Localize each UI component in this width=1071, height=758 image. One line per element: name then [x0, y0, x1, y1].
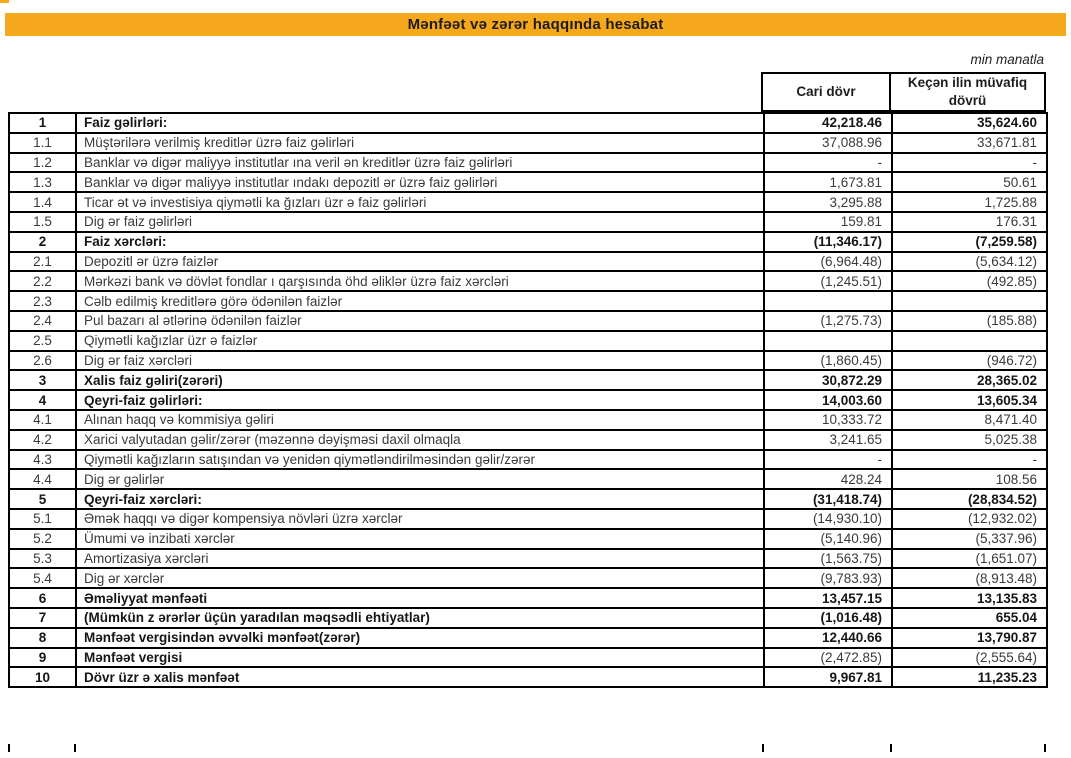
value-previous-period-cell: 11,235.23: [892, 667, 1047, 687]
row-number-cell: 1.2: [9, 153, 76, 173]
value-current-period-cell: (5,140.96): [764, 529, 892, 549]
row-label-cell: Müştərilərə verilmiş kreditlər üzrə faiz gəlirləri: [76, 133, 764, 153]
table-column-header: [761, 72, 1046, 112]
table-row: [9, 252, 1047, 272]
value-current-period-cell: -: [764, 153, 892, 173]
row-label-cell: Faiz xərcləri:: [76, 232, 764, 252]
row-number-cell: 3: [9, 370, 76, 390]
value-previous-period-cell: 28,365.02: [892, 370, 1047, 390]
row-label-cell: Qiymətli kağızlar üzr ə faizlər: [76, 331, 764, 351]
row-number-cell: 2.1: [9, 252, 76, 272]
value-current-period-cell: (1,860.45): [764, 351, 892, 371]
value-previous-period-cell: [892, 331, 1047, 351]
value-current-period-cell: -: [764, 450, 892, 470]
table-row: [9, 232, 1047, 252]
value-current-period-cell: (1,563.75): [764, 549, 892, 569]
value-current-period-cell: 37,088.96: [764, 133, 892, 153]
row-number-cell: 10: [9, 667, 76, 687]
table-row: [9, 331, 1047, 351]
table-row: [9, 450, 1047, 470]
table-row: [9, 113, 1047, 133]
table-row: [9, 390, 1047, 410]
table-row: [9, 608, 1047, 628]
value-previous-period-cell: [892, 291, 1047, 311]
row-label-cell: Cəlb edilmiş kreditlərə görə ödənilən faizlər: [76, 291, 764, 311]
value-current-period-cell: 1,673.81: [764, 172, 892, 192]
table-continuation-stub: [1044, 744, 1046, 752]
row-label-cell: Əməliyyat mənfəəti: [76, 588, 764, 608]
row-number-cell: 4: [9, 390, 76, 410]
value-previous-period-cell: 13,790.87: [892, 628, 1047, 648]
row-label-cell: Pul bazarı al ətlərinə ödənilən faizlər: [76, 311, 764, 331]
value-previous-period-cell: 33,671.81: [892, 133, 1047, 153]
table-continuation-stub: [890, 744, 892, 752]
table-row: [9, 351, 1047, 371]
row-label-cell: Dig ər xərclər: [76, 568, 764, 588]
value-previous-period-cell: 13,605.34: [892, 390, 1047, 410]
value-previous-period-cell: 5,025.38: [892, 430, 1047, 450]
table-row: [9, 648, 1047, 668]
value-previous-period-cell: (2,555.64): [892, 648, 1047, 668]
value-current-period-cell: 30,872.29: [764, 370, 892, 390]
value-current-period-cell: 428.24: [764, 469, 892, 489]
value-current-period-cell: (31,418.74): [764, 489, 892, 509]
row-number-cell: 1.1: [9, 133, 76, 153]
row-number-cell: 4.4: [9, 469, 76, 489]
row-number-cell: 2.4: [9, 311, 76, 331]
row-number-cell: 1.3: [9, 172, 76, 192]
table-row: [9, 192, 1047, 212]
table-row: [9, 568, 1047, 588]
row-label-cell: Banklar və digər maliyyə institutlar ına veril ən kreditlər üzrə faiz gəlirləri: [76, 153, 764, 173]
value-previous-period-cell: 176.31: [892, 212, 1047, 232]
value-current-period-cell: 10,333.72: [764, 410, 892, 430]
table-row: [9, 588, 1047, 608]
row-number-cell: 5.2: [9, 529, 76, 549]
table-row: [9, 469, 1047, 489]
value-current-period-cell: (1,275.73): [764, 311, 892, 331]
value-current-period-cell: 3,295.88: [764, 192, 892, 212]
row-label-cell: Dig ər gəlirlər: [76, 469, 764, 489]
value-previous-period-cell: (492.85): [892, 271, 1047, 291]
row-label-cell: Mənfəət vergisi: [76, 648, 764, 668]
row-number-cell: 1.4: [9, 192, 76, 212]
table-row: [9, 549, 1047, 569]
table-row: [9, 370, 1047, 390]
row-label-cell: Qeyri-faiz xərcləri:: [76, 489, 764, 509]
table-row: [9, 133, 1047, 153]
row-label-cell: Qeyri-faiz gəlirləri:: [76, 390, 764, 410]
table-row: [9, 410, 1047, 430]
value-previous-period-cell: (185.88): [892, 311, 1047, 331]
profit-loss-table-body: [9, 113, 1047, 687]
row-number-cell: 4.1: [9, 410, 76, 430]
value-current-period-cell: (1,245.51): [764, 271, 892, 291]
row-label-cell: Dig ər faiz gəlirləri: [76, 212, 764, 232]
value-previous-period-cell: 655.04: [892, 608, 1047, 628]
row-label-cell: Faiz gəlirləri:: [76, 113, 764, 133]
value-previous-period-cell: 13,135.83: [892, 588, 1047, 608]
row-label-cell: Mənfəət vergisindən əvvəlki mənfəət(zərər): [76, 628, 764, 648]
row-number-cell: 1.5: [9, 212, 76, 232]
table-row: [9, 667, 1047, 687]
report-title-bar: [5, 13, 1066, 36]
page-corner-accent: [0, 0, 9, 3]
value-current-period-cell: 13,457.15: [764, 588, 892, 608]
table-row: [9, 291, 1047, 311]
value-previous-period-cell: 1,725.88: [892, 192, 1047, 212]
table-row: [9, 529, 1047, 549]
table-continuation-stub: [8, 744, 10, 752]
value-previous-period-cell: -: [892, 153, 1047, 173]
value-current-period-cell: 14,003.60: [764, 390, 892, 410]
column-header-current-period: Cari dövr: [763, 74, 891, 110]
value-previous-period-cell: -: [892, 450, 1047, 470]
row-number-cell: 4.3: [9, 450, 76, 470]
row-label-cell: Xalis faiz gəliri(zərəri): [76, 370, 764, 390]
report-title: Mənfəət və zərər haqqında hesabat: [407, 16, 664, 33]
value-current-period-cell: (1,016.48): [764, 608, 892, 628]
row-number-cell: 2.3: [9, 291, 76, 311]
value-previous-period-cell: 108.56: [892, 469, 1047, 489]
row-number-cell: 5: [9, 489, 76, 509]
row-label-cell: Ticar ət və investisiya qiymətli ka ğızları üzr ə faiz gəlirləri: [76, 192, 764, 212]
row-label-cell: Xarici valyutadan gəlir/zərər (məzənnə dəyişməsi daxil olmaqla: [76, 430, 764, 450]
row-label-cell: (Mümkün z ərərlər üçün yaradılan məqsədli ehtiyatlar): [76, 608, 764, 628]
row-label-cell: Banklar və digər maliyyə institutlar ındakı depozitl ər üzrə faiz gəlirləri: [76, 172, 764, 192]
value-current-period-cell: (6,964.48): [764, 252, 892, 272]
table-row: [9, 311, 1047, 331]
value-current-period-cell: [764, 291, 892, 311]
row-label-cell: Ümumi və inzibati xərclər: [76, 529, 764, 549]
value-previous-period-cell: (946.72): [892, 351, 1047, 371]
row-number-cell: 4.2: [9, 430, 76, 450]
row-label-cell: Depozitl ər üzrə faizlər: [76, 252, 764, 272]
table-row: [9, 509, 1047, 529]
column-header-previous-period: Keçən ilin müvafiq dövrü: [907, 74, 1028, 108]
row-number-cell: 2.6: [9, 351, 76, 371]
value-current-period-cell: 9,967.81: [764, 667, 892, 687]
value-current-period-cell: (11,346.17): [764, 232, 892, 252]
value-previous-period-cell: 50.61: [892, 172, 1047, 192]
row-number-cell: 2: [9, 232, 76, 252]
value-previous-period-cell: (7,259.58): [892, 232, 1047, 252]
table-continuation-stub: [74, 744, 76, 752]
table-row: [9, 271, 1047, 291]
table-row: [9, 489, 1047, 509]
value-previous-period-cell: (8,913.48): [892, 568, 1047, 588]
value-current-period-cell: 159.81: [764, 212, 892, 232]
row-number-cell: 5.3: [9, 549, 76, 569]
value-previous-period-cell: 8,471.40: [892, 410, 1047, 430]
row-label-cell: Dövr üzr ə xalis mənfəət: [76, 667, 764, 687]
row-number-cell: 6: [9, 588, 76, 608]
value-previous-period-cell: (5,337.96): [892, 529, 1047, 549]
value-previous-period-cell: (1,651.07): [892, 549, 1047, 569]
profit-loss-table: [8, 112, 1048, 688]
row-number-cell: 2.2: [9, 271, 76, 291]
value-current-period-cell: 42,218.46: [764, 113, 892, 133]
row-label-cell: Əmək haqqı və digər kompensiya növləri üzrə xərclər: [76, 509, 764, 529]
value-current-period-cell: (14,930.10): [764, 509, 892, 529]
row-label-cell: Amortizasiya xərcləri: [76, 549, 764, 569]
row-number-cell: 8: [9, 628, 76, 648]
value-current-period-cell: (9,783.93): [764, 568, 892, 588]
value-current-period-cell: 12,440.66: [764, 628, 892, 648]
value-current-period-cell: (2,472.85): [764, 648, 892, 668]
row-number-cell: 7: [9, 608, 76, 628]
value-current-period-cell: 3,241.65: [764, 430, 892, 450]
row-number-cell: 1: [9, 113, 76, 133]
row-number-cell: 9: [9, 648, 76, 668]
table-continuation-stub: [762, 744, 764, 752]
table-row: [9, 430, 1047, 450]
value-current-period-cell: [764, 331, 892, 351]
row-number-cell: 5.1: [9, 509, 76, 529]
value-previous-period-cell: 35,624.60: [892, 113, 1047, 133]
row-number-cell: 5.4: [9, 568, 76, 588]
row-label-cell: Dig ər faiz xərcləri: [76, 351, 764, 371]
unit-note: min manatla: [970, 52, 1044, 67]
value-previous-period-cell: (28,834.52): [892, 489, 1047, 509]
row-label-cell: Mərkəzi bank və dövlət fondlar ı qarşısında öhd əliklər üzrə faiz xərcləri: [76, 271, 764, 291]
table-row: [9, 172, 1047, 192]
value-previous-period-cell: (12,932.02): [892, 509, 1047, 529]
table-row: [9, 212, 1047, 232]
value-previous-period-cell: (5,634.12): [892, 252, 1047, 272]
table-row: [9, 628, 1047, 648]
row-label-cell: Qiymətli kağızların satışından və yenidən qiymətləndirilməsindən gəlir/zərər: [76, 450, 764, 470]
table-row: [9, 153, 1047, 173]
row-label-cell: Alınan haqq və kommisiya gəliri: [76, 410, 764, 430]
row-number-cell: 2.5: [9, 331, 76, 351]
